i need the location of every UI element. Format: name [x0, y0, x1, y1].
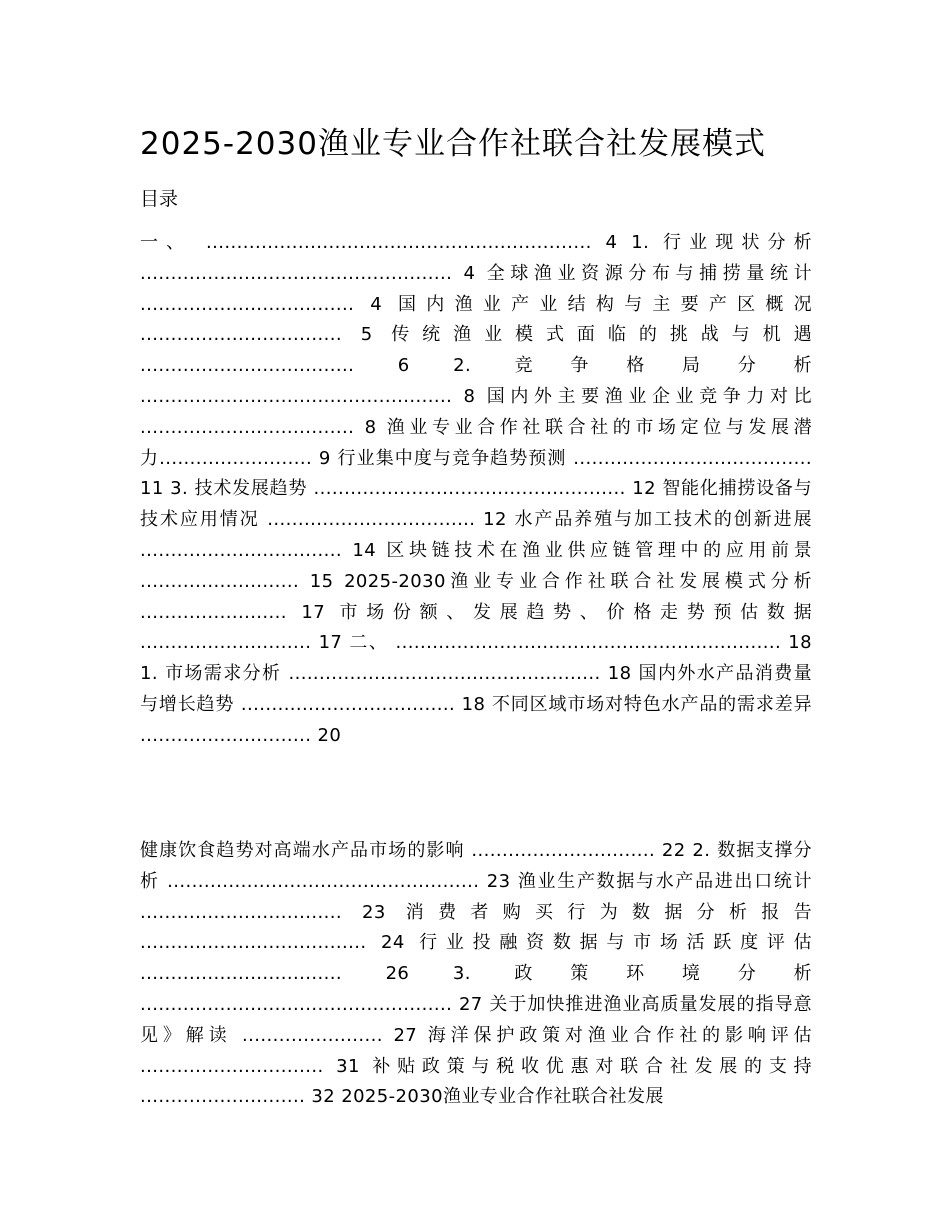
toc-heading: 目录 — [140, 188, 179, 210]
toc-entries-block-1: 一、 ............................................................... 4 1. 行业现状分析 ................................................... 4 全球渔业资源分布与捕捞量统计 ................................... 4 国内渔业产业结构与主要产区概况 ................................. 5 传统渔业模式面临的挑战与机遇 ................................... 6 2. 竞争格局分析 ................................................... 8 国内外主要渔业企业竞争力对比 ................................... 8 渔业专业合作社联合社的市场定位与发展潜力......................... 9 行业集中度与竞争趋势预测 ....................................... 11 3. 技术发展趋势 ................................................... 12 智能化捕捞设备与技术应用情况 .................................. 12 水产品养殖与加工技术的创新进展 ................................. 14 区块链技术在渔业供应链管理中的应用前景 .......................... 15 2025-2030渔业专业合作社联合社发展模式分析 ........................ 17 市场份额、发展趋势、价格走势预估数据 ............................ 17 二、 ............................................................... 18 1. 市场需求分析 ................................................... 18 国内外水产品消费量与增长趋势 ................................... 18 不同区域市场对特色水产品的需求差异 ............................ 20 — [140, 232, 812, 746]
toc-entries-block-2: 健康饮食趋势对高端水产品市场的影响 .............................. 22 2. 数据支撑分析 ................................................... 23 渔业生产数据与水产品进出口统计 ................................. 23 消费者购买行为数据分析报告 ..................................... 24 行业投融资数据与市场活跃度评估 ................................. 26 3. 政策环境分析 ................................................... 27 关于加快推进渔业高质量发展的指导意见》解读 ....................... 27 海洋保护政策对渔业合作社的影响评估 .............................. 31 补贴政策与税收优惠对联合社发展的支持 ........................... 32 2025-2030渔业专业合作社联合社发展 — [140, 840, 812, 1108]
document-title: 2025-2030渔业专业合作社联合社发展模式 — [140, 126, 766, 162]
